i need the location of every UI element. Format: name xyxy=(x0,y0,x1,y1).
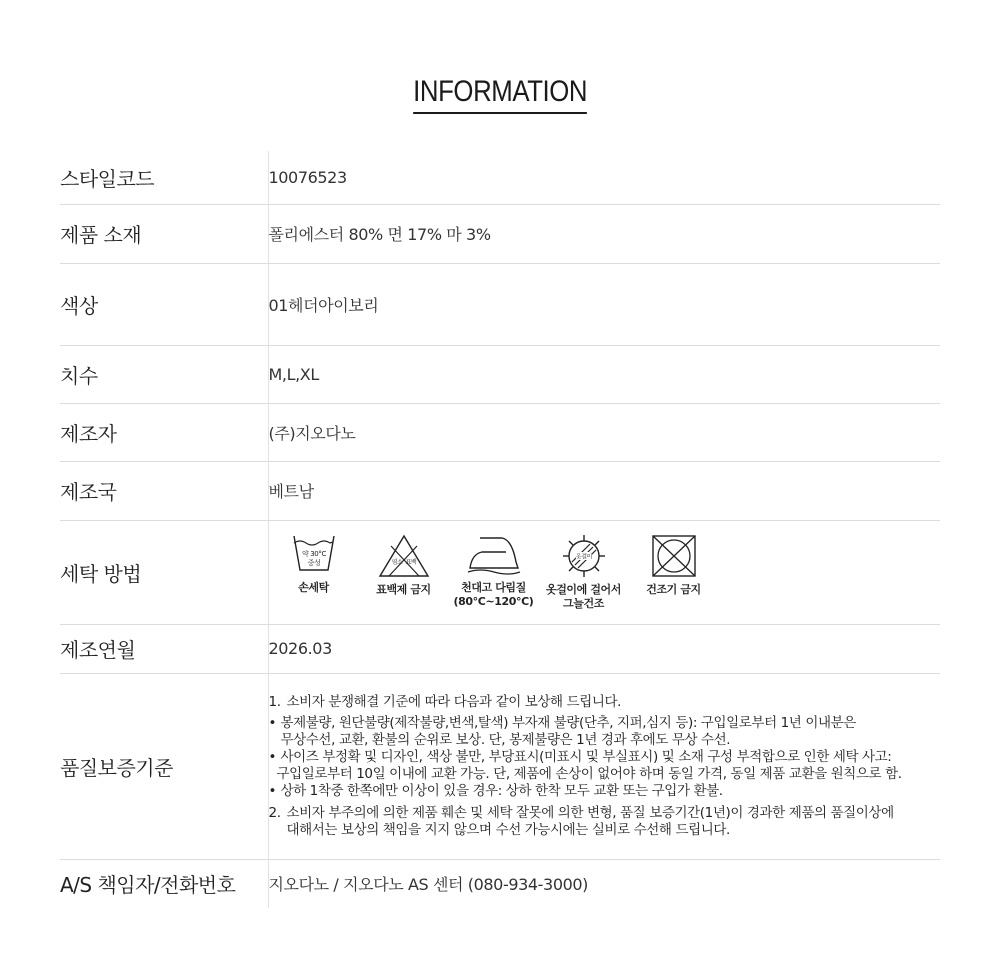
size-label: 치수 xyxy=(60,345,268,403)
hang-dry-shade-caption: 그늘건조 xyxy=(563,597,604,610)
quality-text xyxy=(269,694,941,839)
page-title: INFORMATION xyxy=(413,74,587,114)
ironing-caption: 천대고 다림질 xyxy=(461,581,526,594)
hand-wash-caption: 손세탁 xyxy=(298,581,329,594)
care-item-hand-wash xyxy=(269,534,359,595)
no-bleach-bleach: 표백 xyxy=(405,559,416,566)
care-item-ironing xyxy=(449,534,539,609)
row-style-code xyxy=(60,151,940,204)
country-value: 베트남 xyxy=(268,461,940,520)
iron-with-cloth-icon xyxy=(466,534,522,576)
quality-label: 품질보증기준 xyxy=(60,673,268,859)
row-as xyxy=(60,859,940,908)
no-bleach-icon xyxy=(378,534,430,578)
color-label: 색상 xyxy=(60,263,268,345)
quality-bullet-line: 구입일로부터 10일 이내에 교환 가능. 단, 제품에 손상이 없어야 하며 동일 가격, 동일 제품 교환을 원칙으로 함. xyxy=(276,765,902,782)
product-info-table xyxy=(60,151,940,908)
manufacturer-value: (주)지오다노 xyxy=(268,403,940,461)
quality-bullet-line: • 상하 1착중 한쪽에만 이상이 있을 경우: 상하 한착 모두 교환 또는 구입가 환불. xyxy=(280,782,723,799)
hang-dry-hanger: 옷걸이 xyxy=(575,553,592,561)
quality-bullet-line: • 사이즈 부정확 및 디자인, 색상 불만, 부당표시(미표시 및 부실표시) 및 소재 구성 부적합으로 인한 세탁 사고: xyxy=(280,748,892,765)
style-code-label: 스타일코드 xyxy=(60,151,268,204)
as-label: A/S 책임자/전화번호 xyxy=(60,859,268,908)
quality-paragraph-2 xyxy=(269,805,941,839)
care-symbols xyxy=(269,534,941,610)
color-value: 01헤더아이보리 xyxy=(268,263,940,345)
row-quality xyxy=(60,673,940,859)
quality-bullet xyxy=(269,749,941,783)
quality-bullet xyxy=(269,715,941,749)
row-country xyxy=(60,461,940,520)
row-manufacture-date xyxy=(60,624,940,673)
quality-bullet xyxy=(269,783,941,800)
no-bleach-caption: 표백제 금지 xyxy=(376,583,431,596)
material-label: 제품 소재 xyxy=(60,204,268,263)
quality-p2-line: 대해서는 보상의 책임을 지지 않으며 수선 가능시에는 실비로 수선해 드립니다. xyxy=(286,821,730,838)
quality-value xyxy=(268,673,940,859)
style-code-value: 10076523 xyxy=(268,151,940,204)
row-material xyxy=(60,204,940,263)
manufacture-date-value: 2026.03 xyxy=(268,624,940,673)
size-value: M,L,XL xyxy=(268,345,940,403)
manufacture-date-label: 제조연월 xyxy=(60,624,268,673)
hand-wash-icon xyxy=(292,534,336,576)
hand-wash-temp: 약 30°C xyxy=(301,550,326,558)
no-tumble-dry-caption: 건조기 금지 xyxy=(646,583,701,596)
quality-num-1: 1. xyxy=(268,693,281,710)
quality-p1-text: 소비자 분쟁해결 기준에 따라 다음과 같이 보상해 드립니다. xyxy=(286,693,622,710)
row-manufacturer xyxy=(60,403,940,461)
quality-p2-line: 소비자 부주의에 의한 제품 훼손 및 세탁 잘못에 의한 변형, 품질 보증기간(1년)이 경과한 제품의 품질이상에 xyxy=(286,804,894,821)
ironing-temp-caption: (80°C~120°C) xyxy=(453,595,534,608)
no-tumble-dry-icon xyxy=(651,534,697,578)
care-item-no-tumble-dry xyxy=(629,534,719,597)
hang-dry-shade-icon xyxy=(560,534,608,578)
washing-value xyxy=(268,520,940,624)
no-bleach-chlorine: 염소 xyxy=(391,559,402,566)
country-label: 제조국 xyxy=(60,461,268,520)
row-size xyxy=(60,345,940,403)
manufacturer-label: 제조자 xyxy=(60,403,268,461)
quality-bullet-line: • 봉제불량, 원단불량(제작불량,변색,탈색) 부자재 불량(단추, 지퍼,심지 등): 구입일로부터 1년 이내분은 xyxy=(280,714,856,731)
as-value: 지오다노 / 지오다노 AS 센터 (080-934-3000) xyxy=(268,875,589,895)
care-item-no-bleach xyxy=(359,534,449,597)
material-value: 폴리에스터 80% 면 17% 마 3% xyxy=(268,204,940,263)
quality-bullets xyxy=(269,715,941,800)
hand-wash-neutral: 중성 xyxy=(307,559,320,567)
washing-label: 세탁 방법 xyxy=(60,520,268,624)
quality-num-2: 2. xyxy=(268,804,281,821)
row-color xyxy=(60,263,940,345)
row-washing xyxy=(60,520,940,624)
hang-dry-caption: 옷걸이에 걸어서 xyxy=(545,583,621,596)
quality-bullet-line: 무상수선, 교환, 환불의 순위로 보상. 단, 봉제불량은 1년 경과 후에도 무상 수선. xyxy=(280,731,731,748)
care-item-hang-dry xyxy=(539,534,629,611)
quality-paragraph-1 xyxy=(269,694,941,711)
